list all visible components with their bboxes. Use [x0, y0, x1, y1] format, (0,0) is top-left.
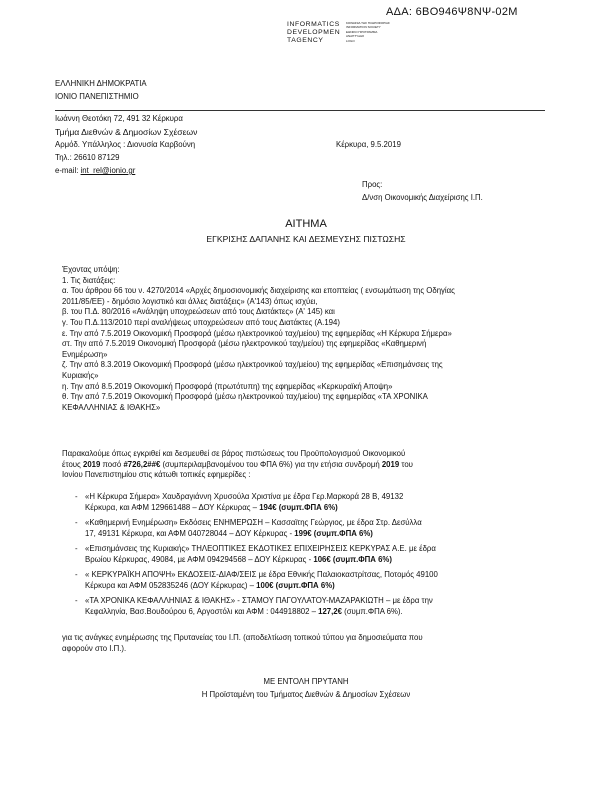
paper-line: «Επισημάνσεις της Κυριακής» ΤΗΛΕΟΠΤΙΚΕΣ ΕΚΔΟΤΙΚΕΣ ΕΠΙΧΕΙΡΗΣΕΙΣ ΚΕΡΚΥΡΑΣ Α.Ε. με έδρα	[85, 544, 436, 553]
list-item	[75, 492, 555, 513]
logo-small-line: INFORMATION SOCIETY	[346, 25, 381, 30]
university-name: ΙΟΝΙΟ ΠΑΝΕΠΙΣΤΗΜΙΟ	[55, 92, 139, 101]
ada-number: ΑΔΑ: 6ΒΟ946Ψ8ΝΨ-02Μ	[386, 6, 518, 18]
considering-line: θ. Την από 7.5.2019 Οικονομική Προσφορά (μέσω ηλεκτρονικού ταχ/μείου) της εφημερίδας «ΤΑ ΧΡΟΝΙΚΑ	[62, 392, 428, 402]
signature-authority: ΜΕ ΕΝΤΟΛΗ ΠΡΥΤΑΝΗ	[263, 677, 349, 686]
considering-section	[62, 265, 562, 413]
considering-line: ΚΕΦΑΛΛΗΝΙΑΣ & ΙΘΑΚΗΣ»	[62, 402, 161, 412]
document-date: Κέρκυρα, 9.5.2019	[336, 140, 401, 149]
paper-line	[85, 607, 555, 618]
considering-line: γ. Του Π.Δ.113/2010 περί αναλήψεως υποχρεώσεων από τους Διατάκτες (Α.194)	[62, 317, 340, 327]
request-line: Παρακαλούμε όπως εγκριθεί και δεσμευθεί σε βάρος πιστώσεως του Προϋπολογισμού Οικονομικού	[62, 449, 406, 458]
request-text: (συμπεριλαμβανομένου του ΦΠΑ 6%) για την ετήσια συνδρομή	[160, 459, 382, 469]
considering-line: β. του Π.Δ. 80/2016 «Ανάληψη υποχρεώσεων από τους Διατάκτες» (Α' 145) και	[62, 307, 335, 317]
request-text: ποσό	[100, 459, 124, 469]
dash-bullet-icon: -	[75, 596, 78, 605]
informatics-agency-logo	[287, 21, 390, 46]
paper-line	[85, 581, 555, 592]
paper-text: Κέρκυρα, και ΑΦΜ 129661488 – ΔΟΥ Κέρκυρας –	[85, 502, 260, 512]
dash-bullet-icon: -	[75, 492, 78, 501]
signature-title: Η Προϊσταμένη του Τμήματος Διεθνών & Δημοσίων Σχέσεων	[201, 690, 411, 699]
considering-line: 2011/85/ΕΕ) - δημόσιο λογιστικό και άλλες διατάξεις» (Α'143) όπως ισχύει,	[62, 296, 318, 306]
list-item	[75, 596, 555, 617]
officer-name: Αρμόδ. Υπάλληλος : Διονυσία Καρβούνη	[55, 140, 196, 149]
paper-line	[85, 529, 555, 540]
logo-small-line: LOGO	[346, 38, 355, 43]
request-text: έτους	[62, 459, 83, 469]
recipient-name: Δ/νση Οικονομικής Διαχείρισης Ι.Π.	[362, 193, 483, 202]
list-item	[75, 570, 555, 591]
considering-line: α. Του άρθρου 66 του ν. 4270/2014 «Αρχές δημοσιονομικής διαχείρισης και εποπτείας ( ενσωμάτωση της Οδηγίας	[62, 286, 455, 296]
considering-line: ζ. Την από 8.3.2019 Οικονομική Προσφορά (μέσω ηλεκτρονικού ταχ/μείου) της εφημερίδας «Επισημάνσεις της	[62, 360, 443, 370]
considering-item: 1. Τις διατάξεις:	[62, 275, 116, 285]
paper-line: «ΤΑ ΧΡΟΝΙΚΑ ΚΕΦΑΛΛΗΝΙΑΣ & ΙΘΑΚΗΣ» - ΣΤΑΜΟΥ ΠΑΓΟΥΛΑΤΟΥ-ΜΑΖΑΡΑΚΙΩΤΗ – με έδρα την	[85, 596, 433, 605]
logo-line-1: INFORMATICS	[287, 21, 340, 28]
list-item	[75, 544, 555, 565]
email-label: e-mail:	[55, 166, 81, 175]
considering-line: ε. Την από 7.5.2019 Οικονομική Προσφορά (μέσω ηλεκτρονικού ταχ/μείου) της εφημερίδας «Η Κέρκυρα Σήμερα»	[62, 328, 452, 338]
paper-amount: 106€ (συμπ.ΦΠΑ 6%)	[313, 554, 392, 564]
republic-name: ΕΛΛΗΝΙΚΗ ΔΗΜΟΚΡΑΤΙΑ	[55, 79, 147, 88]
email-link[interactable]: int_rel@ionio.gr	[80, 166, 136, 175]
request-text: του	[399, 459, 413, 469]
paper-line: « ΚΕΡΚΥΡΑΪΚΗ ΑΠΟΨΗ» ΕΚΔΟΣΕΙΣ-ΔΙΑΦ/ΣΕΙΣ με έδρα Εθνικής Παλαιοκαστρίτσας, Ποτομός 49100	[85, 570, 438, 579]
department-name: Τμήμα Διεθνών & Δημοσίων Σχέσεων	[55, 127, 198, 137]
purpose-line: αφορούν στο Ι.Π.).	[62, 643, 127, 653]
logo-small-text	[346, 21, 416, 43]
recipient-label: Προς:	[362, 180, 383, 189]
considering-intro: Έχοντας υπόψη:	[62, 265, 120, 274]
purpose-paragraph	[62, 633, 562, 654]
request-line	[62, 460, 562, 471]
dash-bullet-icon: -	[75, 518, 78, 527]
paper-line	[85, 555, 555, 566]
logo-small-line: ΚΟΙΝΩΝΙΑ ΤΗΣ ΠΛΗΡΟΦΟΡΙΑΣ	[346, 21, 390, 25]
dash-bullet-icon: -	[75, 570, 78, 579]
paper-amount: 194€ (συμπ.ΦΠΑ 6%)	[259, 502, 338, 512]
logo-line-3: TAGENCY	[287, 37, 324, 45]
considering-line: Κυριακής»	[62, 370, 99, 380]
paper-line: «Η Κέρκυρα Σήμερα» Χαυδραγιάννη Χρυσούλα Χριστίνα με έδρα Γερ.Μαρκορά 28 Β, 49132	[85, 492, 404, 501]
email-line	[55, 166, 135, 175]
paper-amount: 199€ (συμπ.ΦΠΑ 6%)	[294, 528, 373, 538]
paper-line: «Καθημερινή Ενημέρωση» Εκδόσεις ΕΝΗΜΕΡΩΣΗ – Κασσαϊτης Γεώργιος, με έδρα Στρ. Δεσύλλα	[85, 518, 422, 527]
considering-line: στ. Την από 7.5.2019 Οικονομική Προσφορά (μέσω ηλεκτρονικού ταχ/μείου) της εφημερίδας «Καθημερινή	[62, 339, 427, 349]
paper-text: Κέρκυρα και ΑΦΜ 052835246 (ΔΟΥ Κέρκυρας) –	[85, 580, 257, 590]
logo-small-line: ΕΘΝΙΚΟ ΠΡΟΓΡΑΜΜΑ	[346, 29, 378, 34]
budget-year: 2019	[82, 459, 101, 469]
subscription-year: 2019	[381, 459, 400, 469]
paper-text: Βρωίου Κέρκυρας, 49084, με ΑΦΜ 094294568 – ΔΟΥ Κέρκυρας -	[85, 554, 314, 564]
university-address: Ιωάννη Θεοτόκη 72, 491 32 Κέρκυρα	[55, 114, 183, 123]
document-subtitle: ΕΓΚΡΙΣΗΣ ΔΑΠΑΝΗΣ ΚΑΙ ΔΕΣΜΕΥΣΗΣ ΠΙΣΤΩΣΗΣ	[206, 234, 406, 244]
purpose-line: για τις ανάγκες ενημέρωσης της Πρυτανείας του Ι.Π. (αποδελτίωση τοπικού τύπου για δημοσιεύματα που	[62, 633, 423, 642]
logo-small-line: ΑΝΑΠΤΥΞΗΣ	[346, 34, 365, 39]
considering-line: η. Την από 8.5.2019 Οικονομική Προσφορά (πρωτότυπη) της εφημερίδας «Κερκυραϊκή Αποψη»	[62, 381, 393, 391]
document-title: ΑΙΤΗΜΑ	[285, 218, 327, 230]
phone-number: Τηλ.: 26610 87129	[55, 153, 120, 162]
paper-amount: 100€ (συμπ.ΦΠΑ 6%)	[256, 580, 335, 590]
paper-line	[85, 503, 555, 514]
considering-line: Ενημέρωση»	[62, 349, 108, 359]
paper-amount: 127,2€	[318, 606, 342, 616]
paper-text: (συμπ.ΦΠΑ 6%).	[341, 606, 403, 616]
logo-text	[287, 21, 340, 46]
logo-line-2: DEVELOPMEN	[287, 29, 341, 37]
total-amount: #726,2##€	[123, 459, 161, 469]
dash-bullet-icon: -	[75, 544, 78, 553]
list-item	[75, 518, 555, 539]
paper-text: 17, 49131 Κέρκυρα, και ΑΦΜ 040728044 – ΔΟΥ Κέρκυρας -	[85, 528, 295, 538]
paper-text: Κεφαλληνία, Βασ.Βουδούρου 6, Αργοστόλι και ΑΦΜ : 044918802 –	[85, 606, 319, 616]
request-line: Ιονίου Πανεπιστημίου στις κάτωθι τοπικές εφημερίδες :	[62, 470, 251, 480]
request-paragraph	[62, 449, 562, 481]
header-divider	[55, 110, 545, 111]
